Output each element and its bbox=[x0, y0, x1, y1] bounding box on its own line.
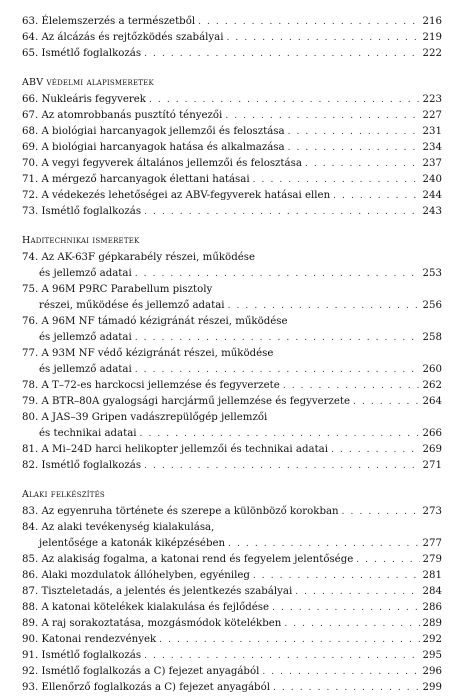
toc-entry[interactable] bbox=[22, 680, 442, 696]
dot-leader bbox=[253, 172, 420, 188]
dot-leader bbox=[228, 298, 420, 314]
entry-title-line: 74. Az AK-63F gépkarabély részei, működése bbox=[22, 252, 255, 263]
toc-entry[interactable] bbox=[22, 410, 442, 442]
toc-entry[interactable] bbox=[22, 504, 442, 520]
page-number: 262 bbox=[422, 380, 442, 391]
toc-entry[interactable] bbox=[22, 584, 442, 600]
page-number: 273 bbox=[422, 506, 442, 517]
entry-title-line: jelentősége a katonák kiképzésében bbox=[39, 538, 226, 549]
page-number: 289 bbox=[422, 618, 442, 629]
page-number: 281 bbox=[422, 570, 442, 581]
page-number: 223 bbox=[422, 94, 442, 105]
toc-entry[interactable] bbox=[22, 30, 442, 46]
toc-section bbox=[22, 489, 442, 696]
entry-title-line: 67. Az atomrobbanás pusztító tényezői bbox=[22, 110, 223, 121]
toc-entry[interactable] bbox=[22, 520, 442, 552]
page-number: 284 bbox=[422, 586, 442, 597]
entry-title-line: 89. A raj sorakoztatása, mozgásmódok kötelékben bbox=[22, 618, 282, 629]
toc-section bbox=[22, 77, 442, 220]
entry-title-line: 86. Alaki mozdulatok állóhelyben, egyénileg bbox=[22, 570, 250, 581]
entry-title-line: 75. A 96M P9RC Parabellum pisztoly bbox=[22, 284, 213, 295]
entry-title-line: 93. Ellenőrző foglalkozás a C) fejezet anyagából bbox=[22, 682, 270, 693]
entry-title-line: 72. A védekezés lehetőségei az ABV-fegyverek hatásai ellen bbox=[22, 190, 331, 201]
page-number: 243 bbox=[422, 206, 442, 217]
entry-title-line: 77. A 93M NF védő kézigránát részei, működése bbox=[22, 348, 274, 359]
entry-title-line: és jellemző adatai bbox=[39, 364, 132, 375]
page-number: 271 bbox=[422, 460, 442, 471]
toc-entry[interactable] bbox=[22, 282, 442, 314]
toc-section bbox=[22, 235, 442, 474]
entry-title-line: és jellemző adatai bbox=[39, 268, 132, 279]
entry-title-line: 69. A biológiai harcanyagok hatása és alkalmazása bbox=[22, 142, 285, 153]
page-number: 227 bbox=[422, 110, 442, 121]
page-number: 264 bbox=[422, 396, 442, 407]
toc-entry[interactable] bbox=[22, 204, 442, 220]
toc-entry[interactable] bbox=[22, 140, 442, 156]
toc-entry[interactable] bbox=[22, 632, 442, 648]
page-number: 256 bbox=[422, 300, 442, 311]
toc-entry[interactable] bbox=[22, 664, 442, 680]
entry-title-line: és jellemző adatai bbox=[39, 332, 132, 343]
toc-entry[interactable] bbox=[22, 568, 442, 584]
dot-leader bbox=[288, 124, 420, 140]
dot-leader bbox=[333, 188, 419, 204]
toc-entry[interactable] bbox=[22, 108, 442, 124]
section-heading: Haditechnikai ismeretek bbox=[22, 235, 140, 246]
dot-leader bbox=[135, 266, 420, 282]
dot-leader bbox=[356, 552, 419, 568]
dot-leader bbox=[342, 504, 420, 520]
toc-entry[interactable] bbox=[22, 92, 442, 108]
entry-title-line: 70. A vegyi fegyverek általános jellemzői és felosztása bbox=[22, 158, 302, 169]
entry-title-line: 92. Ismétlő foglalkozás a C) fejezet anyagából bbox=[22, 666, 260, 677]
page-number: 234 bbox=[422, 142, 442, 153]
dot-leader bbox=[273, 680, 420, 696]
page-number: 296 bbox=[422, 666, 442, 677]
dot-leader bbox=[284, 616, 419, 632]
toc-entry[interactable] bbox=[22, 600, 442, 616]
toc-entry[interactable] bbox=[22, 46, 442, 62]
toc-entry[interactable] bbox=[22, 156, 442, 172]
toc-entry[interactable] bbox=[22, 552, 442, 568]
page-number: 231 bbox=[422, 126, 442, 137]
entry-title-line: 90. Katonai rendezvények bbox=[22, 634, 157, 645]
page-number: 237 bbox=[422, 158, 442, 169]
entry-title-line: 65. Ismétlő foglalkozás bbox=[22, 48, 142, 59]
entry-title-line: 66. Nukleáris fegyverek bbox=[22, 94, 146, 105]
entry-title-line: 82. Ismétlő foglalkozás bbox=[22, 460, 142, 471]
entry-title-line: 84. Az alaki tevékenység kialakulása, bbox=[22, 522, 215, 533]
dot-leader bbox=[198, 14, 419, 30]
page-number: 222 bbox=[422, 48, 442, 59]
entry-title-line: 88. A katonai kötelékek kialakulása és fejlődése bbox=[22, 602, 270, 613]
page-number: 292 bbox=[422, 634, 442, 645]
page-number: 258 bbox=[422, 332, 442, 343]
dot-leader bbox=[135, 362, 420, 378]
dot-leader bbox=[283, 378, 420, 394]
entry-title-line: 81. A Mi–24D harci helikopter jellemzői és technikai adatai bbox=[22, 444, 328, 455]
page-number: 286 bbox=[422, 602, 442, 613]
entry-title-line: 79. A BTR–80A gyalogsági harcjármű jellemzése és fegyverzete bbox=[22, 396, 351, 407]
section-heading: Alaki felkészítés bbox=[22, 489, 105, 500]
page-number: 269 bbox=[422, 444, 442, 455]
entry-title-line: 68. A biológiai harcanyagok jellemzői és felosztása bbox=[22, 126, 285, 137]
toc-entry[interactable] bbox=[22, 14, 442, 30]
toc-entry[interactable] bbox=[22, 346, 442, 378]
toc-entry[interactable] bbox=[22, 458, 442, 474]
dot-leader bbox=[272, 600, 419, 616]
page-number: 277 bbox=[422, 538, 442, 549]
entry-title-line: részei, működése és jellemző adatai bbox=[39, 300, 225, 311]
dot-leader bbox=[144, 46, 419, 62]
toc-entry[interactable] bbox=[22, 616, 442, 632]
dot-leader bbox=[305, 156, 420, 172]
toc-entry[interactable] bbox=[22, 250, 442, 282]
page-number: 253 bbox=[422, 268, 442, 279]
page-number: 299 bbox=[422, 682, 442, 693]
dot-leader bbox=[144, 648, 419, 664]
entry-title-line: 64. Az álcázás és rejtőzködés szabályai bbox=[22, 32, 224, 43]
dot-leader bbox=[140, 426, 420, 442]
entry-title-line: 63. Élelemszerzés a természetből bbox=[22, 16, 196, 27]
toc-entry[interactable] bbox=[22, 124, 442, 140]
toc-section bbox=[22, 14, 442, 62]
page-number: 244 bbox=[422, 190, 442, 201]
entry-title-line: 76. A 96M NF támadó kézigránát részei, működése bbox=[22, 316, 288, 327]
entry-title-line: 91. Ismétlő foglalkozás bbox=[22, 650, 142, 661]
dot-leader bbox=[331, 442, 420, 458]
dot-leader bbox=[353, 394, 420, 410]
entry-title-line: 85. Az alakiság fogalma, a katonai rend és fegyelem jelentősége bbox=[22, 554, 354, 565]
entry-title-line: 83. Az egyenruha története és szerepe a különböző korokban bbox=[22, 506, 339, 517]
dot-leader bbox=[149, 92, 420, 108]
toc-entry[interactable] bbox=[22, 188, 442, 204]
toc-entry[interactable] bbox=[22, 314, 442, 346]
table-of-contents bbox=[22, 14, 442, 696]
dot-leader bbox=[253, 568, 420, 584]
dot-leader bbox=[159, 632, 419, 648]
section-heading: ABV védelmi alapismeretek bbox=[22, 77, 154, 88]
dot-leader bbox=[227, 30, 420, 46]
dot-leader bbox=[135, 330, 420, 346]
toc-entry[interactable] bbox=[22, 648, 442, 664]
dot-leader bbox=[144, 204, 419, 220]
dot-leader bbox=[228, 536, 419, 552]
dot-leader bbox=[295, 584, 419, 600]
entry-title-line: 73. Ismétlő foglalkozás bbox=[22, 206, 142, 217]
toc-entry[interactable] bbox=[22, 172, 442, 188]
dot-leader bbox=[225, 108, 419, 124]
dot-leader bbox=[144, 458, 419, 474]
page-number: 295 bbox=[422, 650, 442, 661]
dot-leader bbox=[288, 140, 420, 156]
dot-leader bbox=[262, 664, 419, 680]
entry-title-line: és technikai adatai bbox=[39, 428, 137, 439]
entry-title-line: 71. A mérgező harcanyagok élettani hatásai bbox=[22, 174, 250, 185]
toc-entry[interactable] bbox=[22, 394, 442, 410]
toc-entry[interactable] bbox=[22, 378, 442, 394]
toc-entry[interactable] bbox=[22, 442, 442, 458]
entry-title-line: 87. Tiszteletadás, a jelentés és jelentkezés szabályai bbox=[22, 586, 293, 597]
page-number: 240 bbox=[422, 174, 442, 185]
page-number: 279 bbox=[422, 554, 442, 565]
page-number: 216 bbox=[422, 16, 442, 27]
page-number: 219 bbox=[422, 32, 442, 43]
entry-title-line: 80. A JAS–39 Gripen vadászrepülőgép jellemzői bbox=[22, 412, 268, 423]
page-number: 260 bbox=[422, 364, 442, 375]
page-number: 266 bbox=[422, 428, 442, 439]
entry-title-line: 78. A T–72-es harckocsi jellemzése és fegyverzete bbox=[22, 380, 280, 391]
